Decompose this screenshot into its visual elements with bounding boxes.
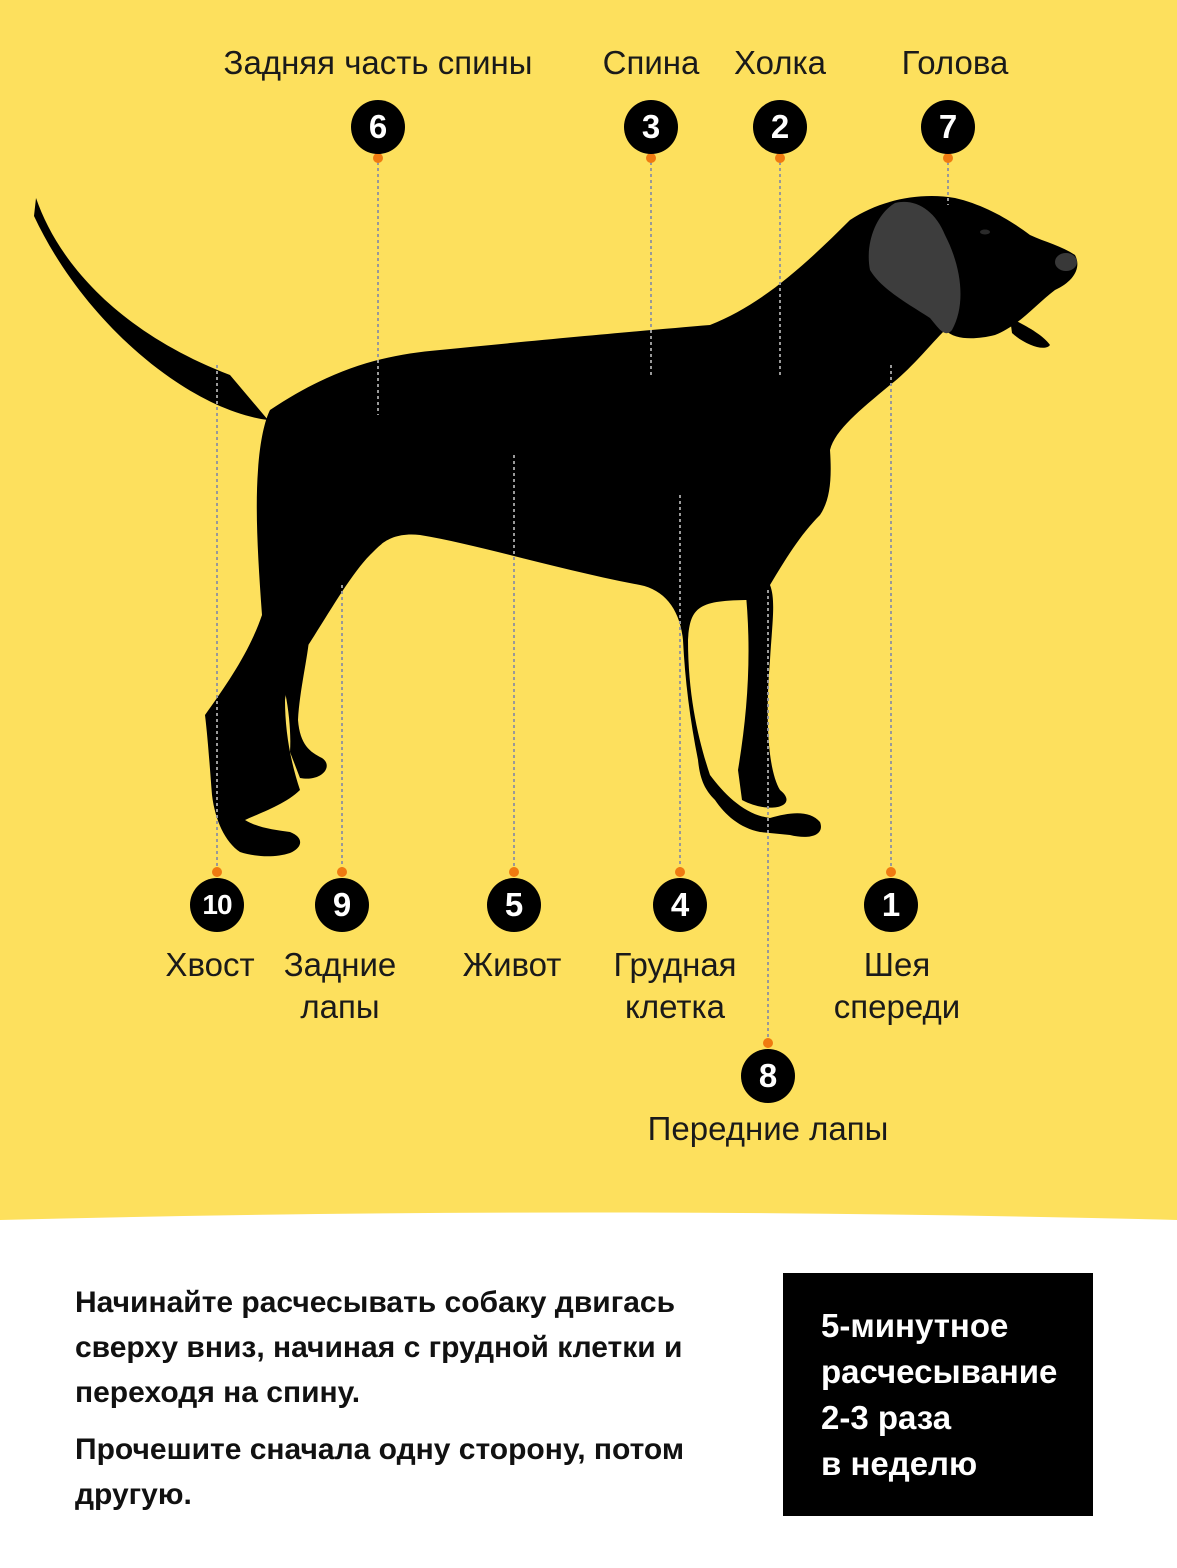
badge-3: 3 — [624, 100, 678, 154]
dot-9 — [337, 867, 347, 877]
dot-7 — [943, 153, 953, 163]
badge-1: 1 — [864, 878, 918, 932]
instruction-paragraph-2: Прочешите сначала одну сторону, потом другую. — [75, 1433, 685, 1511]
dot-5 — [509, 867, 519, 877]
dot-3 — [646, 153, 656, 163]
label-front-neck: Шея спереди — [833, 946, 961, 1025]
eye — [980, 230, 990, 235]
badge-7: 7 — [921, 100, 975, 154]
label-front-legs: Передние лапы — [647, 1110, 889, 1147]
dot-8 — [763, 1038, 773, 1048]
badge-4: 4 — [653, 878, 707, 932]
label-hind-legs: Задние лапы — [283, 946, 397, 1025]
dot-2 — [775, 153, 785, 163]
label-back: Спина — [602, 44, 700, 81]
badge-5: 5 — [487, 878, 541, 932]
badge-8: 8 — [741, 1049, 795, 1103]
badge-10: 10 — [190, 878, 244, 932]
label-chest: Грудная клетка — [613, 946, 737, 1025]
dot-4 — [675, 867, 685, 877]
dot-1 — [886, 867, 896, 877]
label-lower-back: Задняя часть спины — [223, 44, 533, 81]
label-tail: Хвост — [165, 946, 255, 983]
dot-10 — [212, 867, 222, 877]
frequency-box — [783, 1273, 1093, 1516]
dot-6 — [373, 153, 383, 163]
frequency-text: 5-минутное расчесывание 2-3 раза в неделю — [821, 1307, 1058, 1482]
label-belly: Живот — [462, 946, 562, 983]
badge-2: 2 — [753, 100, 807, 154]
instruction-paragraph-1: Начинайте расчесывать собаку двигась сверху вниз, начиная с грудной клетки и переходя на спину. — [75, 1286, 683, 1409]
label-withers: Холка — [733, 44, 827, 81]
grooming-instructions — [75, 1280, 735, 1529]
label-head: Голова — [901, 44, 1009, 81]
badge-6: 6 — [351, 100, 405, 154]
badge-9: 9 — [315, 878, 369, 932]
nose — [1055, 253, 1077, 271]
